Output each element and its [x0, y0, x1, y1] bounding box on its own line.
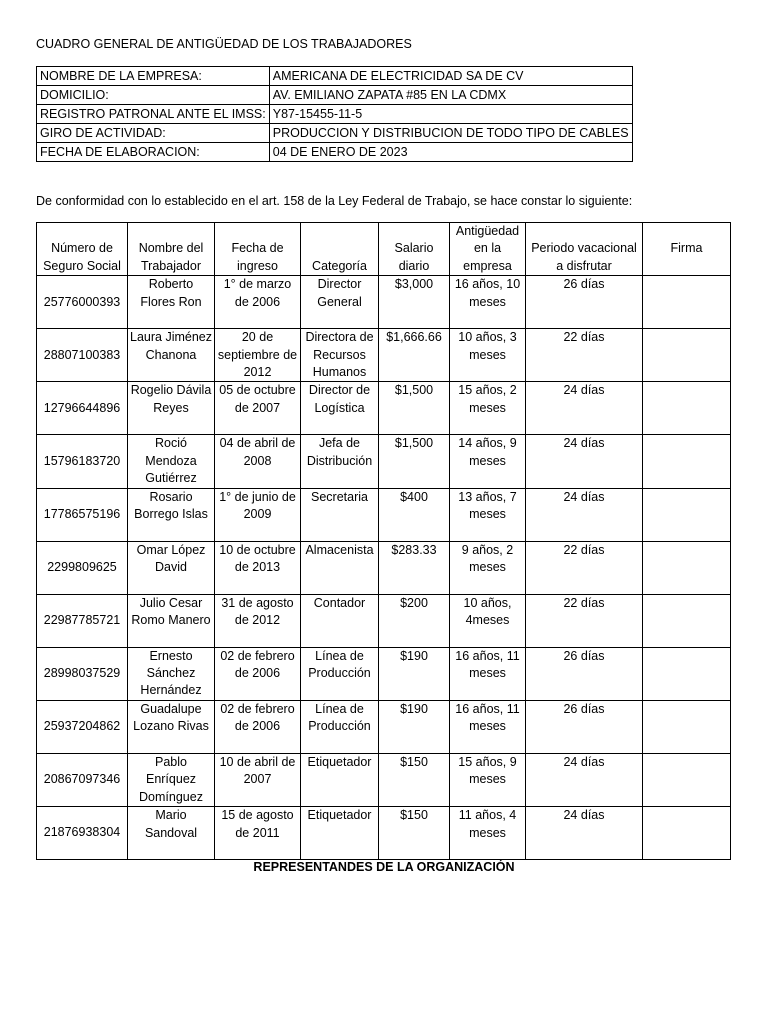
header-salario: Salario diario [379, 223, 450, 276]
table-row [37, 276, 731, 329]
cell-nss: 28998037529 [37, 647, 128, 700]
cell-antiguedad: 14 años, 9 meses [450, 435, 526, 488]
cell-firma[interactable] [643, 276, 731, 329]
cell-nombre: Guadalupe Lozano Rivas [128, 700, 215, 753]
cell-categoria: Director de Logística [301, 382, 379, 435]
table-row [37, 488, 731, 541]
table-row [37, 700, 731, 753]
cell-firma[interactable] [643, 700, 731, 753]
workers-table [36, 222, 731, 860]
table-row [37, 435, 731, 488]
cell-periodo: 24 días [526, 488, 643, 541]
cell-nombre: Laura Jiménez Chanona [128, 329, 215, 382]
header-firma: Firma [643, 223, 731, 276]
cell-nombre: Omar López David [128, 541, 215, 594]
cell-nss: 25776000393 [37, 276, 128, 329]
cell-categoria: Almacenista [301, 541, 379, 594]
table-row [37, 807, 731, 860]
header-nss: Número de Seguro Social [37, 223, 128, 276]
cell-salario: $190 [379, 700, 450, 753]
company-name-label: NOMBRE DE LA EMPRESA: [37, 67, 270, 86]
table-row [37, 753, 731, 806]
cell-fecha: 02 de febrero de 2006 [215, 647, 301, 700]
cell-nombre: Pablo Enríquez Domínguez [128, 753, 215, 806]
cell-antiguedad: 10 años, 3 meses [450, 329, 526, 382]
cell-categoria: Línea de Producción [301, 647, 379, 700]
cell-nombre: Mario Sandoval [128, 807, 215, 860]
imss-registration-value: Y87-15455-11-5 [269, 105, 632, 124]
company-info-row [37, 124, 633, 143]
cell-salario: $1,666.66 [379, 329, 450, 382]
cell-nss: 22987785721 [37, 594, 128, 647]
cell-periodo: 22 días [526, 329, 643, 382]
cell-salario: $400 [379, 488, 450, 541]
cell-fecha: 10 de abril de 2007 [215, 753, 301, 806]
cell-salario: $200 [379, 594, 450, 647]
company-info-row [37, 143, 633, 162]
address-value: AV. EMILIANO ZAPATA #85 EN LA CDMX [269, 86, 632, 105]
date-value: 04 DE ENERO DE 2023 [269, 143, 632, 162]
cell-fecha: 10 de octubre de 2013 [215, 541, 301, 594]
activity-label: GIRO DE ACTIVIDAD: [37, 124, 270, 143]
cell-fecha: 05 de octubre de 2007 [215, 382, 301, 435]
cell-periodo: 24 días [526, 435, 643, 488]
cell-firma[interactable] [643, 541, 731, 594]
cell-periodo: 24 días [526, 753, 643, 806]
cell-categoria: Contador [301, 594, 379, 647]
cell-nombre: Rosario Borrego Islas [128, 488, 215, 541]
cell-antiguedad: 16 años, 10 meses [450, 276, 526, 329]
cell-periodo: 26 días [526, 647, 643, 700]
cell-antiguedad: 9 años, 2 meses [450, 541, 526, 594]
cell-nss: 12796644896 [37, 382, 128, 435]
cell-antiguedad: 11 años, 4 meses [450, 807, 526, 860]
header-nombre: Nombre del Trabajador [128, 223, 215, 276]
cell-antiguedad: 16 años, 11 meses [450, 700, 526, 753]
cell-firma[interactable] [643, 807, 731, 860]
cell-salario: $150 [379, 807, 450, 860]
cell-periodo: 24 días [526, 807, 643, 860]
document-title: CUADRO GENERAL DE ANTIGÜEDAD DE LOS TRABAJADORES [36, 37, 412, 51]
cell-nombre: Roció Mendoza Gutiérrez [128, 435, 215, 488]
header-periodo: Periodo vacacional a disfrutar [526, 223, 643, 276]
cell-periodo: 26 días [526, 276, 643, 329]
cell-categoria: Línea de Producción [301, 700, 379, 753]
cell-salario: $1,500 [379, 382, 450, 435]
footer-heading: REPRESENTANDES DE LA ORGANIZACIÓN [253, 860, 515, 874]
table-header-row [37, 223, 731, 276]
cell-fecha: 31 de agosto de 2012 [215, 594, 301, 647]
company-info-row [37, 105, 633, 124]
cell-periodo: 22 días [526, 541, 643, 594]
table-row [37, 382, 731, 435]
cell-antiguedad: 15 años, 2 meses [450, 382, 526, 435]
cell-nss: 17786575196 [37, 488, 128, 541]
cell-categoria: Etiquetador [301, 753, 379, 806]
header-antiguedad: Antigüedad en la empresa [450, 223, 526, 276]
cell-firma[interactable] [643, 594, 731, 647]
cell-firma[interactable] [643, 435, 731, 488]
cell-salario: $150 [379, 753, 450, 806]
cell-fecha: 20 de septiembre de 2012 [215, 329, 301, 382]
cell-categoria: Directora de Recursos Humanos [301, 329, 379, 382]
cell-firma[interactable] [643, 488, 731, 541]
cell-firma[interactable] [643, 647, 731, 700]
cell-nss: 15796183720 [37, 435, 128, 488]
cell-fecha: 04 de abril de 2008 [215, 435, 301, 488]
cell-nombre: Ernesto Sánchez Hernández [128, 647, 215, 700]
cell-nombre: Roberto Flores Ron [128, 276, 215, 329]
table-row [37, 541, 731, 594]
cell-periodo: 24 días [526, 382, 643, 435]
cell-salario: $283.33 [379, 541, 450, 594]
intro-text: De conformidad con lo establecido en el art. 158 de la Ley Federal de Trabajo, se hace constar lo siguiente: [36, 194, 633, 208]
header-categoria: Categoría [301, 223, 379, 276]
cell-salario: $190 [379, 647, 450, 700]
cell-nss: 25937204862 [37, 700, 128, 753]
company-name-value: AMERICANA DE ELECTRICIDAD SA DE CV [269, 67, 632, 86]
cell-nombre: Julio Cesar Romo Manero [128, 594, 215, 647]
cell-categoria: Jefa de Distribución [301, 435, 379, 488]
cell-categoria: Director General [301, 276, 379, 329]
date-label: FECHA DE ELABORACION: [37, 143, 270, 162]
cell-antiguedad: 15 años, 9 meses [450, 753, 526, 806]
cell-firma[interactable] [643, 329, 731, 382]
cell-periodo: 22 días [526, 594, 643, 647]
company-info-row [37, 67, 633, 86]
cell-antiguedad: 16 años, 11 meses [450, 647, 526, 700]
cell-salario: $3,000 [379, 276, 450, 329]
cell-fecha: 1° de junio de 2009 [215, 488, 301, 541]
table-row [37, 329, 731, 382]
cell-nss: 21876938304 [37, 807, 128, 860]
activity-value: PRODUCCION Y DISTRIBUCION DE TODO TIPO DE CABLES [269, 124, 632, 143]
cell-antiguedad: 13 años, 7 meses [450, 488, 526, 541]
imss-registration-label: REGISTRO PATRONAL ANTE EL IMSS: [37, 105, 270, 124]
cell-nss: 20867097346 [37, 753, 128, 806]
header-fecha: Fecha de ingreso [215, 223, 301, 276]
company-info-table [36, 66, 633, 162]
cell-fecha: 02 de febrero de 2006 [215, 700, 301, 753]
table-row [37, 594, 731, 647]
address-label: DOMICILIO: [37, 86, 270, 105]
cell-fecha: 1° de marzo de 2006 [215, 276, 301, 329]
cell-antiguedad: 10 años, 4meses [450, 594, 526, 647]
cell-categoria: Secretaria [301, 488, 379, 541]
company-info-row [37, 86, 633, 105]
cell-firma[interactable] [643, 382, 731, 435]
cell-nss: 28807100383 [37, 329, 128, 382]
table-row [37, 647, 731, 700]
cell-periodo: 26 días [526, 700, 643, 753]
cell-nombre: Rogelio Dávila Reyes [128, 382, 215, 435]
cell-nss: 2299809625 [37, 541, 128, 594]
cell-salario: $1,500 [379, 435, 450, 488]
cell-categoria: Etiquetador [301, 807, 379, 860]
cell-firma[interactable] [643, 753, 731, 806]
cell-fecha: 15 de agosto de 2011 [215, 807, 301, 860]
